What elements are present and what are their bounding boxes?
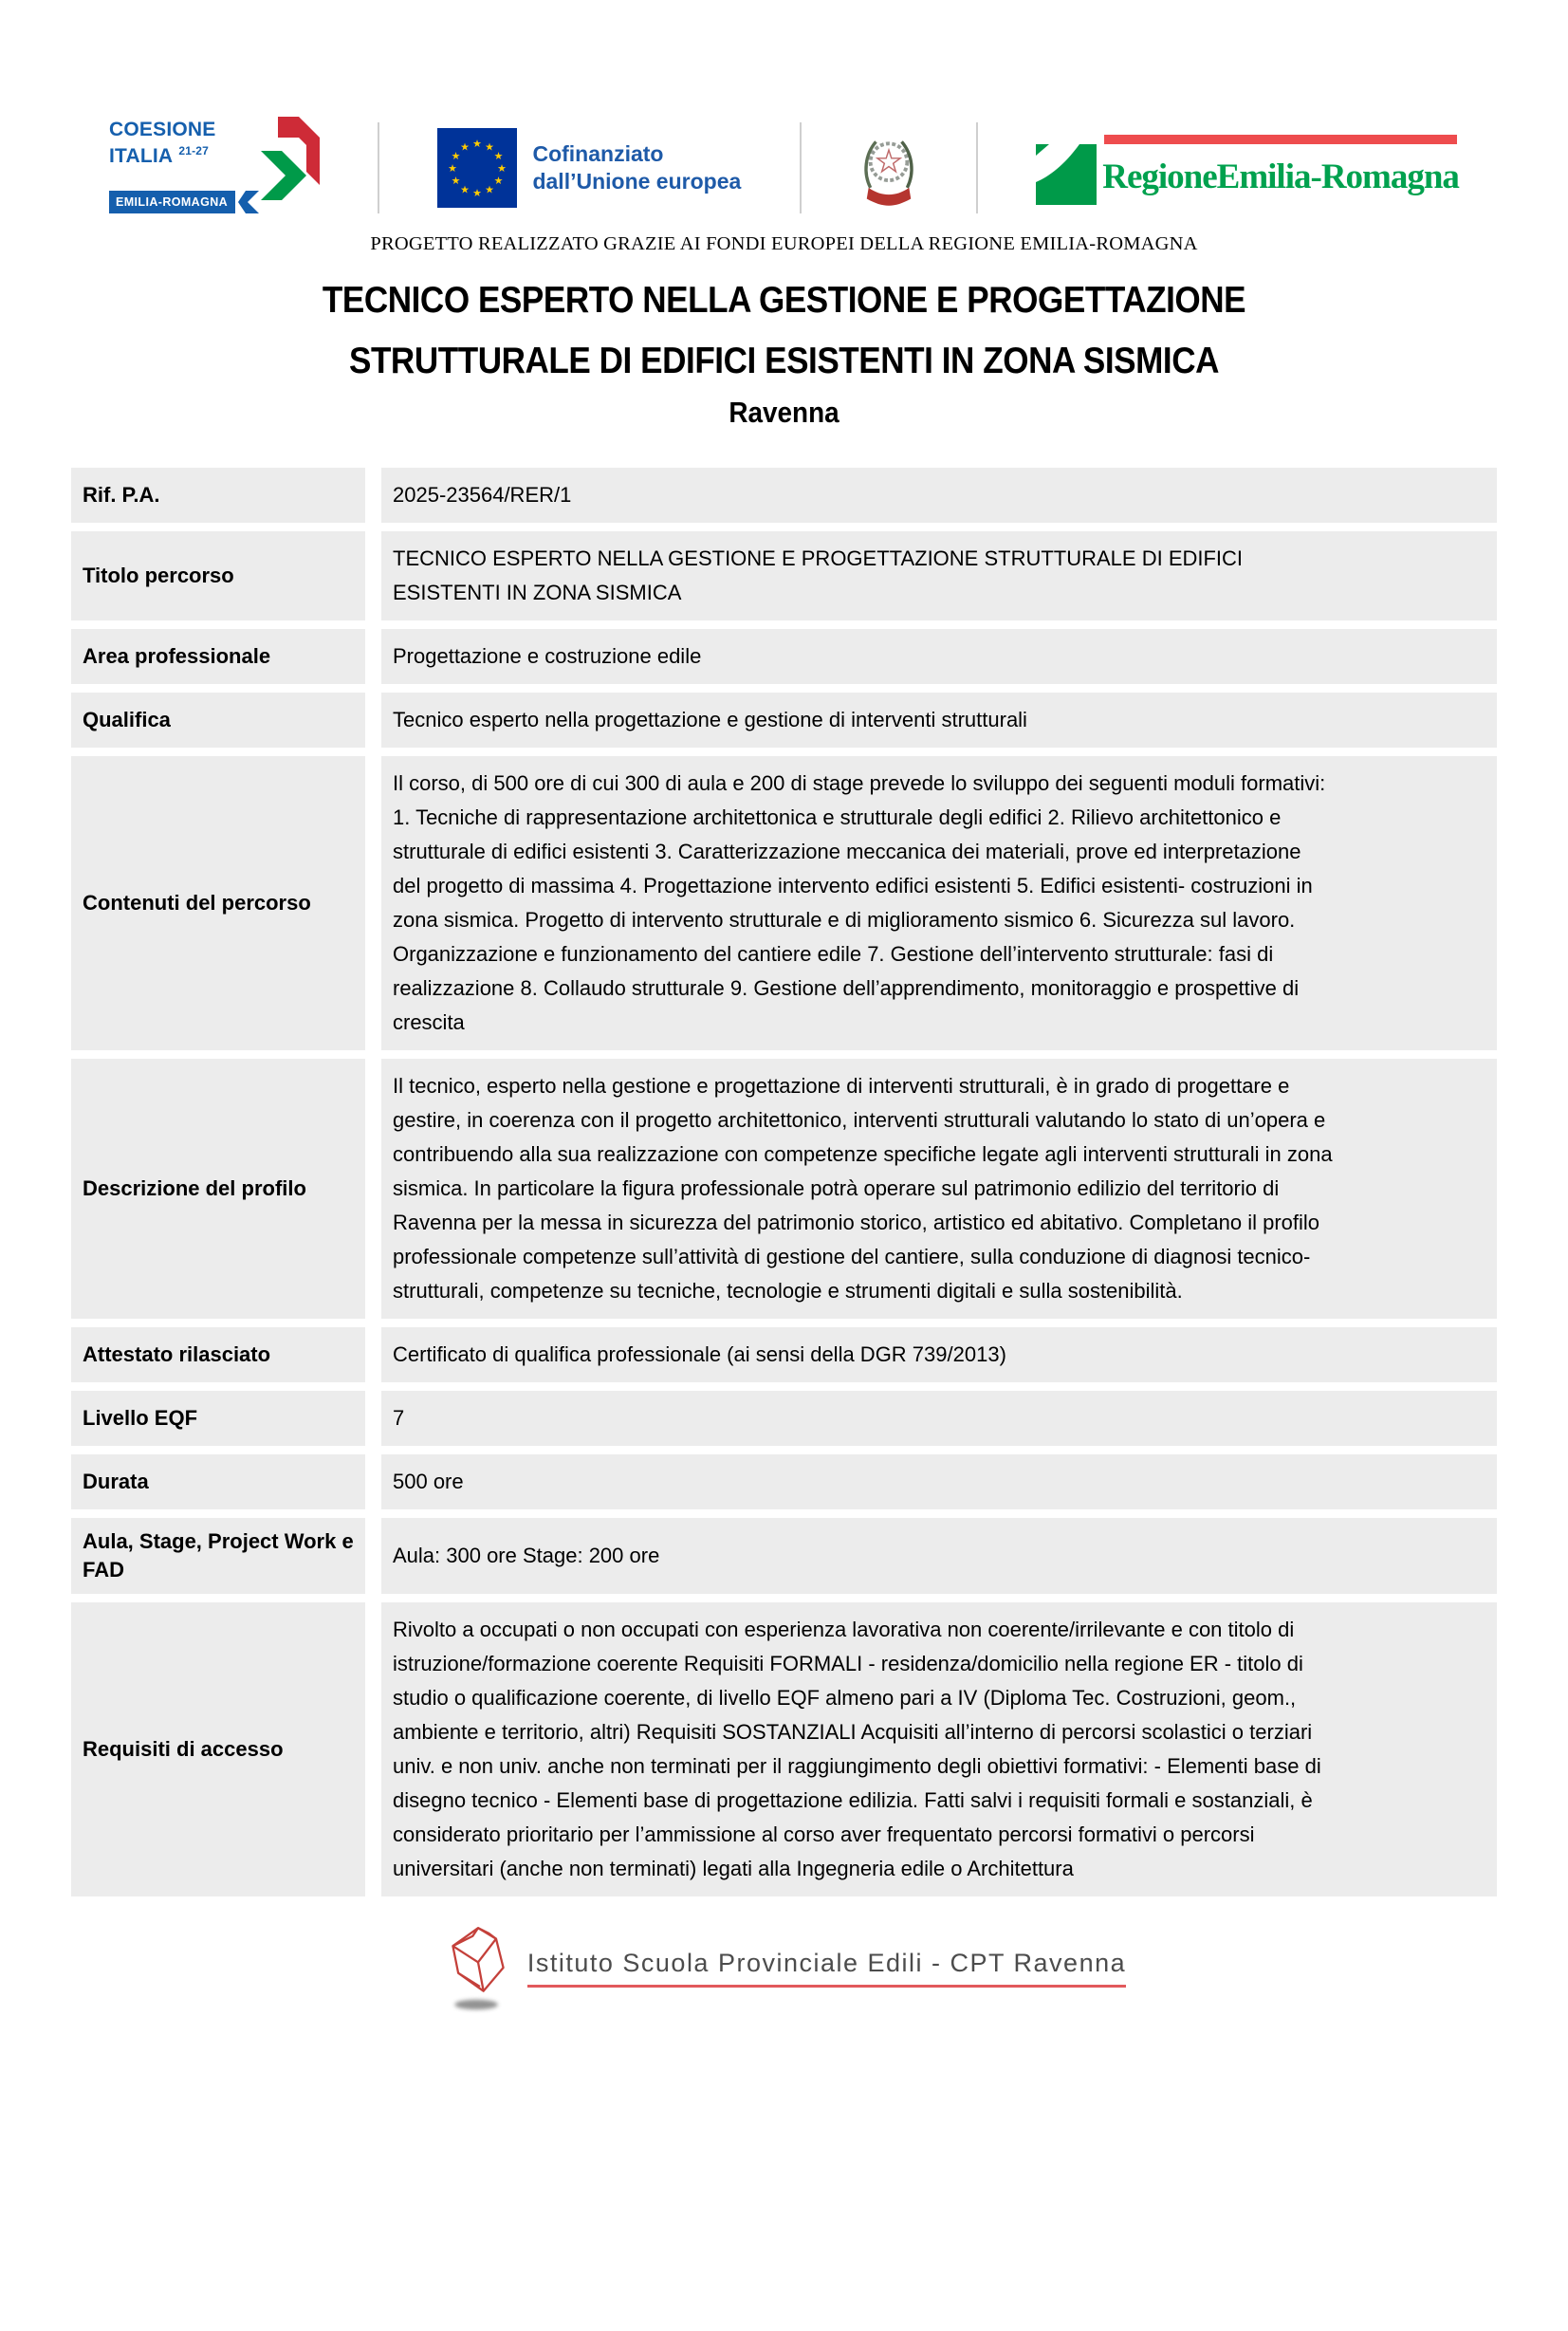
logo-separator [800, 122, 802, 213]
footer [0, 1921, 1568, 2014]
table-row-label [71, 468, 365, 523]
row-value-text: Progettazione e costruzione edile [393, 644, 702, 668]
table-row-value [381, 693, 1497, 748]
italy-emblem-icon [859, 127, 918, 209]
table-row-label [71, 1454, 365, 1509]
logo-separator [976, 122, 978, 213]
table-row-label [71, 1059, 365, 1319]
table-row-value [381, 1327, 1497, 1382]
table-row-value [381, 629, 1497, 684]
row-value-text: Certificato di qualifica professionale (ai sensi della DGR 739/2013) [393, 1342, 1006, 1366]
row-value-text: Il corso, di 500 ore di cui 300 di aula e 200 di stage prevede lo sviluppo dei seguenti moduli formativi: 1. Tecniche di rappresentazione architettonica e strutturale degli edifici 2. Rilievo architettonico e strutturale di edifici esistenti 3. Caratterizzazione meccanica dei materiali, prove ed interpretazione del progetto di massima 4. Progettazione intervento edifici esistenti 5. Edifici esistenti- costruzioni in zona sismica. Progetto di intervento strutturale e di miglioramento sismico 6. Sicurezza sul lavoro. Organizzazione e funzionamento del cantiere edile 7. Gestione dell’intervento strutturale: fasi di realizzazione 8. Collaudo strutturale 9. Gestione dell’apprendimento, monitoraggio e prospettive di crescita [393, 771, 1326, 1034]
svg-text:★: ★ [448, 162, 458, 176]
svg-text:★: ★ [472, 138, 483, 151]
svg-text:★: ★ [485, 183, 495, 196]
table-row-label [71, 1327, 365, 1382]
emilia-romagna-banner-label: EMILIA-ROMAGNA [109, 191, 235, 213]
svg-text:★: ★ [485, 140, 495, 154]
row-value-text: Rivolto a occupati o non occupati con esperienza lavorativa non coerente/irrilevante e con titolo di istruzione/formazione coerente Requisiti FORMALI - residenza/domicilio nella regione ER - titolo di studio o qualificazione coerente, di livello EQF almeno pari a IV (Diploma Tec. Costruzioni, geom., ambiente e territorio, altri) Requisiti SOSTANZIALI Acquisiti all’interno di percorsi scolastici o terziari univ. e non univ. anche non terminati per il raggiungimento degli obiettivi formativi: - Elementi base di disegno tecnico - Elementi base di progettazione edilizia. Fatti salvi i requisiti formali e sostanziali, è considerato prioritario per l’ammissione al corso aver frequentato percorsi formativi o percorsi universitari (anche non terminati) legati alla Ingegneria edile o Architettura [393, 1618, 1321, 1880]
rer-red-bar [1104, 135, 1457, 144]
table-row-label [71, 1602, 365, 1896]
svg-text:★: ★ [452, 175, 461, 188]
row-label-text: Area professionale [83, 644, 271, 668]
svg-text:★: ★ [460, 183, 470, 196]
table-row-label [71, 1391, 365, 1446]
eu-cofunding-logo [437, 128, 741, 208]
banner-arrow-icon [238, 191, 259, 213]
tricolor-chevrons-icon [253, 117, 320, 212]
emilia-romagna-banner [109, 191, 259, 213]
table-row-value [381, 1454, 1497, 1509]
coesione-line1: COESIONE [109, 119, 216, 140]
eu-cofunding-text [532, 140, 741, 195]
coesione-logo-text [109, 119, 215, 167]
title-line2: STRUTTURALE DI EDIFICI ESISTENTI IN ZONA SISMICA [348, 341, 1220, 381]
row-value-text: TECNICO ESPERTO NELLA GESTIONE E PROGETTAZIONE STRUTTURALE DI EDIFICI ESISTENTI IN ZONA SISMICA [393, 546, 1244, 604]
document-page [0, 112, 1568, 2331]
svg-text:★: ★ [472, 187, 483, 200]
row-value-text: 7 [393, 1406, 405, 1430]
svg-text:★: ★ [494, 175, 504, 188]
course-table [71, 468, 1497, 1896]
svg-text:★: ★ [497, 162, 507, 176]
coesione-period: 21-27 [178, 144, 210, 157]
svg-text:★: ★ [494, 150, 504, 163]
table-row-value [381, 1518, 1497, 1594]
table-row-label [71, 756, 365, 1050]
row-value-text: Tecnico esperto nella progettazione e gestione di interventi strutturali [393, 708, 1027, 731]
row-label-text: Titolo percorso [83, 564, 234, 587]
coesione-line2: ITALIA $^{21-27}$ [109, 144, 210, 167]
row-label-text: Qualifica [83, 708, 171, 731]
row-label-text: Livello EQF [83, 1406, 198, 1430]
funding-caption: PROGETTO REALIZZATO GRAZIE AI FONDI EUROPEI DELLA REGIONE EMILIA-ROMAGNA [370, 233, 1198, 254]
page-title [79, 270, 1490, 434]
table-row-label [71, 693, 365, 748]
table-row-label [71, 629, 365, 684]
logo-separator [378, 122, 379, 213]
svg-text:★: ★ [460, 140, 470, 154]
table-row-value [381, 756, 1497, 1050]
cube-logo-icon [442, 1921, 514, 2014]
rer-wordmark: RegioneEmilia-Romagna [1102, 157, 1459, 196]
row-value-text: 500 ore [393, 1470, 464, 1493]
row-label-text: Requisiti di accesso [83, 1737, 284, 1761]
table-row-value [381, 1602, 1497, 1896]
row-value-text: Aula: 300 ore Stage: 200 ore [393, 1544, 660, 1567]
row-value-text: 2025-23564/RER/1 [393, 483, 572, 507]
table-row-label [71, 531, 365, 620]
eu-text-line2: dall’Unione europea [532, 169, 742, 194]
rer-square-icon [1036, 144, 1097, 205]
regione-emilia-romagna-logo [1036, 131, 1459, 205]
row-label-text: Aula, Stage, Project Work e FAD [83, 1529, 354, 1582]
svg-text:★: ★ [452, 150, 461, 163]
coesione-italia-logo [109, 117, 320, 219]
row-label-text: Durata [83, 1470, 149, 1493]
header-logos [109, 112, 1459, 224]
table-row-value [381, 1059, 1497, 1319]
row-label-text: Contenuti del percorso [83, 891, 311, 915]
table-row-value [381, 1391, 1497, 1446]
row-label-text: Descrizione del profilo [83, 1176, 306, 1200]
title-city: Ravenna [729, 396, 839, 429]
row-label-text: Attestato rilasciato [83, 1342, 271, 1366]
table-row-value [381, 468, 1497, 523]
footer-institute-label: Istituto Scuola Provinciale Edili - CPT Ravenna [527, 1949, 1126, 1988]
table-row-label [71, 1518, 365, 1594]
eu-text-line1: Cofinanziato [532, 141, 664, 166]
table-row-value [381, 531, 1497, 620]
title-line1: TECNICO ESPERTO NELLA GESTIONE E PROGETTAZIONE [322, 280, 1246, 321]
row-value-text: Il tecnico, esperto nella gestione e progettazione di interventi strutturali, è in grado di progettare e gestire, in coerenza con il progetto architettonico, interventi strutturali valutando lo stato di un’opera e contribuendo alla sua realizzazione con competenze specifiche legate agli interventi strutturali in zona sismica. In particolare la figura professionale potrà operare sul patrimonio edilizio del territorio di Ravenna per la messa in sicurezza del patrimonio storico, artistico ed abitativo. Completano il profilo professionale competenze sull’attività di gestione del cantiere, sulla conduzione di diagnosi tecnico- strutturali, competenze su tecniche, tecnologie e strumenti digitali e sulla sostenibilità. [393, 1074, 1333, 1303]
eu-flag-icon [437, 128, 517, 208]
row-label-text: Rif. P.A. [83, 483, 160, 507]
